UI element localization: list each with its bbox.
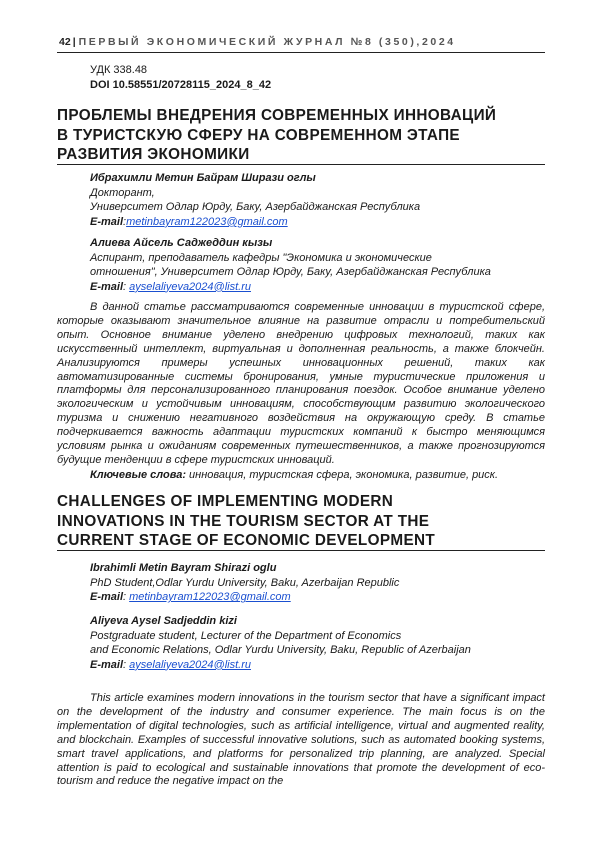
author-name: Aliyeva Aysel Sadjeddin kizi xyxy=(90,615,237,627)
udk-code: УДК 338.48 xyxy=(90,64,148,76)
email-label: E-mail xyxy=(90,215,124,228)
journal-name: ПЕРВЫЙ ЭКОНОМИЧЕСКИЙ ЖУРНАЛ №8 (350),2024 xyxy=(78,36,456,48)
doi: DOI 10.58551/20728115_2024_8_42 xyxy=(90,79,272,91)
abstract-ru-text: В данной статье рассматриваются современные инновации в туристской сфере, которые оказывают значительное влияние на развитие отрасли и потребительский опыт. Основное внимание уделено внедрению цифровых технологий, таких как искусственный интеллект, виртуальная и дополненная реальность, а также блокчейн. Анализируются примеры успешных инновационных решений, таких как автоматизированные системы бронирования, умные туристические приложения и платформы для персонализированного планирования поездок. Особое внимание уделено экологическим и устойчивым инновациям, способствующим развитию экологического туризма и снижению негативного воздействия на окружающую среду. В статье подчеркивается важность адаптации туристских компаний к быстро меняющимся условиям рынка и ожиданиям современных путешественников, а также прогнозируются будущие тенденции в сфере туристских инноваций. xyxy=(57,301,545,466)
header-rule xyxy=(57,52,545,53)
author-affiliation-line: and Economic Relations, Odlar Yurdu University, Baku, Republic of Azerbaijan xyxy=(90,644,471,657)
author-affiliation-line: отношения", Университет Одлар Юрду, Баку, Азербайджанская Республика xyxy=(90,266,491,279)
author-affiliation-line: Докторант, xyxy=(90,186,155,199)
title-ru-line: ПРОБЛЕМЫ ВНЕДРЕНИЯ СОВРЕМЕННЫХ ИННОВАЦИЙ xyxy=(57,107,497,124)
email-label: E-mail xyxy=(90,658,124,671)
keywords-text: инновация, туристская сфера, экономика, развитие, риск. xyxy=(185,469,499,481)
author-email-link[interactable]: ayselaliyeva2024@list.ru xyxy=(129,658,251,671)
author-name: Ибрахимли Метин Байрам Ширази оглы xyxy=(90,172,316,184)
author-en-2 xyxy=(90,614,471,672)
title-en-line: INNOVATIONS IN THE TOURISM SECTOR AT THE xyxy=(57,512,430,530)
author-email-row xyxy=(90,215,420,230)
email-label: E-mail xyxy=(90,591,124,604)
author-email-link[interactable]: metinbayram122023@gmail.com xyxy=(126,215,288,228)
author-en-1 xyxy=(90,561,399,605)
title-en-line: CURRENT STAGE OF ECONOMIC DEVELOPMENT xyxy=(57,532,436,549)
title-ru xyxy=(57,106,547,165)
title-ru-line: В ТУРИСТСКУЮ СФЕРУ НА СОВРЕМЕННОМ ЭТАПЕ xyxy=(57,126,460,144)
abstract-ru xyxy=(57,301,545,468)
running-header xyxy=(59,36,549,48)
email-label: E-mail xyxy=(90,280,124,293)
abstract-en xyxy=(57,692,545,789)
title-en-rule xyxy=(57,550,545,551)
title-en xyxy=(57,492,547,551)
author-affiliation-line: Аспирант, преподаватель кафедры "Экономика и экономические xyxy=(90,251,432,264)
keywords-label: Ключевые слова: xyxy=(90,469,186,481)
title-en-line: CHALLENGES OF IMPLEMENTING MODERN xyxy=(57,493,394,510)
author-affiliation-line: Postgraduate student, Lecturer of the Department of Economics xyxy=(90,629,402,642)
author-name: Ibrahimli Metin Bayram Shirazi oglu xyxy=(90,562,277,574)
author-ru-1 xyxy=(90,171,420,229)
author-ru-2 xyxy=(90,236,491,294)
title-ru-rule xyxy=(57,164,545,165)
email-separator: : xyxy=(123,215,127,228)
header-separator: | xyxy=(72,36,76,48)
author-email-link[interactable]: metinbayram122023@gmail.com xyxy=(129,591,291,604)
author-email-row xyxy=(90,658,471,673)
author-name: Алиева Айсель Саджеддин кызы xyxy=(90,237,273,249)
author-email-row xyxy=(90,590,399,605)
author-affiliation-line: PhD Student,Odlar Yurdu University, Baku, Azerbaijan Republic xyxy=(90,576,400,589)
email-separator: : xyxy=(123,280,130,293)
abstract-en-text: This article examines modern innovations in the tourism sector that have a significant impact on the development of the industry and consumer experience. The main focus is on the implementation of digital technologies, such as artificial intelligence, virtual and augmented reality, and blockchain. Examples of successful innovative solutions, such as automated booking systems, smart travel applications, and platforms for personalized trip planning, are analyzed. Special attention is paid to ecological and sustainable innovations that promote the development of eco-tourism and reduce the negative impact on the xyxy=(57,692,545,788)
email-separator: : xyxy=(123,658,130,671)
title-ru-line: РАЗВИТИЯ ЭКОНОМИКИ xyxy=(57,146,250,163)
author-email-row xyxy=(90,280,491,295)
email-separator: : xyxy=(123,591,130,604)
author-email-link[interactable]: ayselaliyeva2024@list.ru xyxy=(129,280,251,293)
author-affiliation-line: Университет Одлар Юрду, Баку, Азербайджанская Республика xyxy=(90,201,421,214)
page-number: 42 xyxy=(59,36,71,48)
keywords-ru xyxy=(90,469,498,481)
